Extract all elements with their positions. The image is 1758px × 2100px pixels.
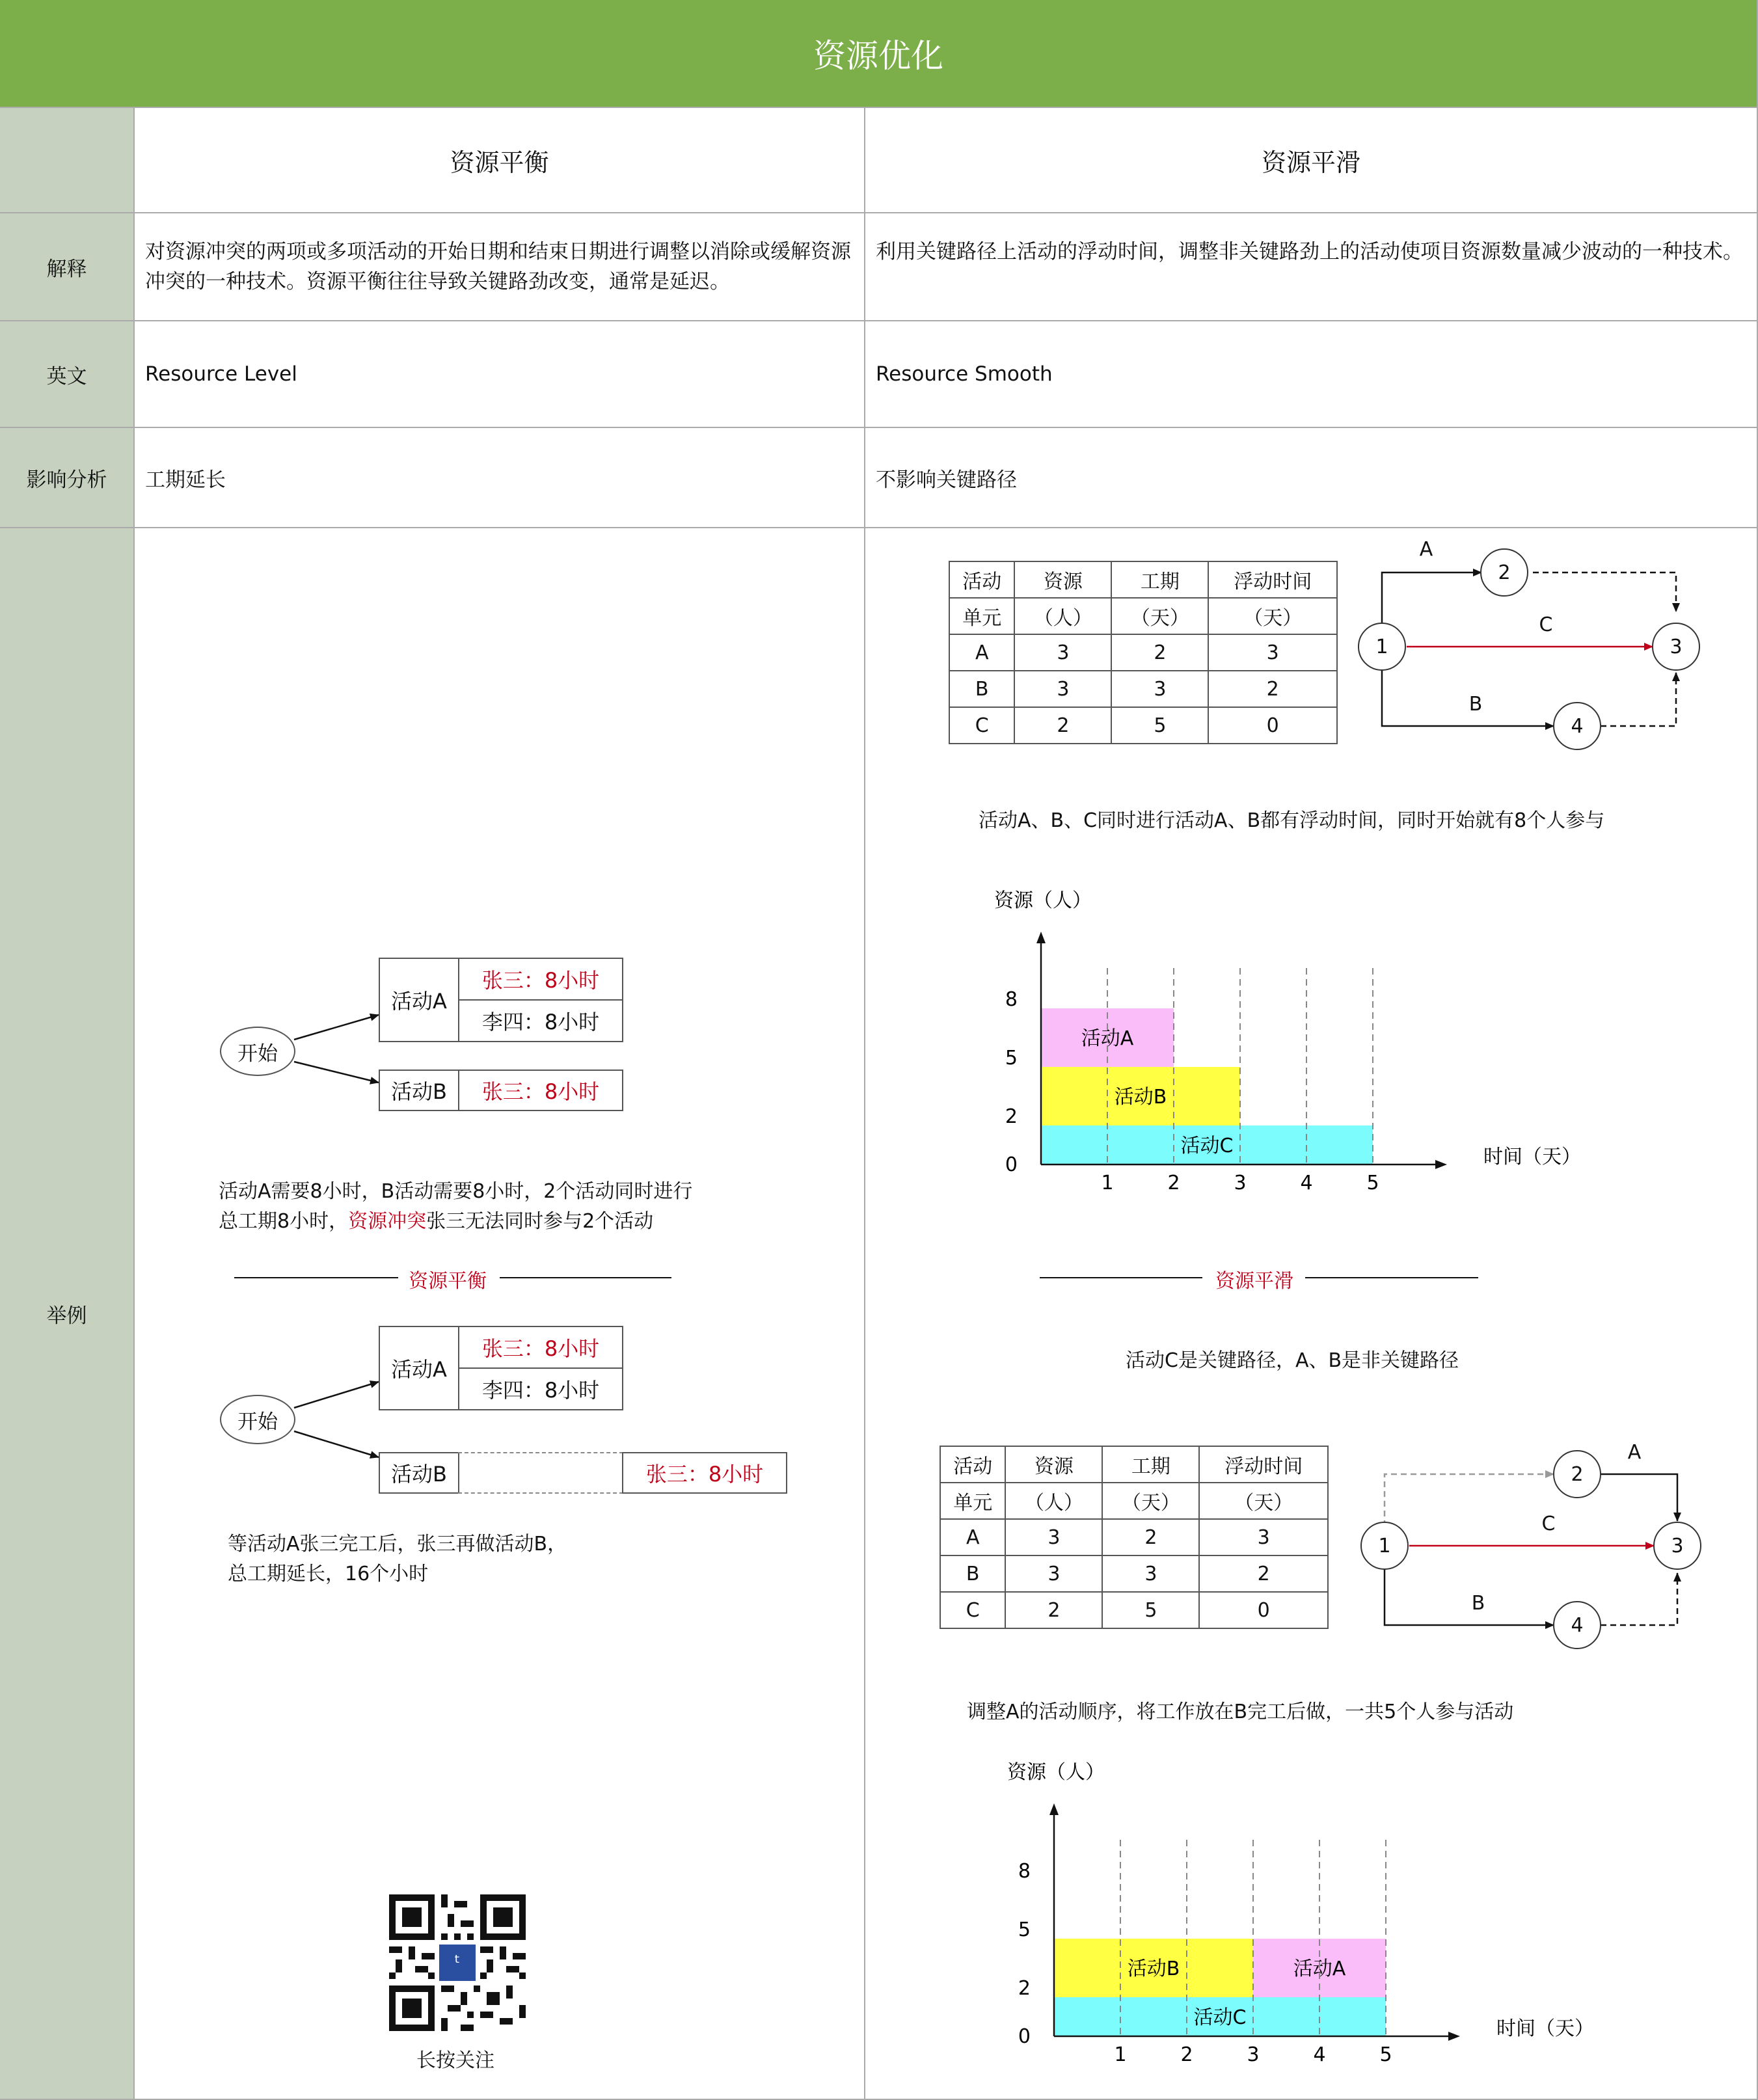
impact-leveling: 工期延长 xyxy=(135,428,865,528)
y-axis-arrow xyxy=(1036,932,1046,943)
edge-c-b: C xyxy=(1541,1513,1556,1535)
table-cell: 3 xyxy=(1111,671,1208,707)
network-diagram-2 xyxy=(1356,1431,1707,1665)
table-row xyxy=(940,1592,1328,1628)
x-axis-label: 时间（天） xyxy=(1483,1146,1581,1168)
edge-b-b: B xyxy=(1471,1592,1485,1615)
explain-smoothing: 利用关键路径上活动的浮动时间，调整非关键路劲上的活动使项目资源数量减少波动的一种技术。 xyxy=(865,213,1758,321)
start-node-2: 开始 xyxy=(220,1395,295,1444)
bar-label: 活动C xyxy=(1180,1135,1234,1157)
table-cell: 活动 xyxy=(940,1446,1005,1483)
row-label-english: 英文 xyxy=(0,321,135,428)
column-header-leveling: 资源平衡 xyxy=(135,108,865,213)
table-cell: 资源 xyxy=(1014,561,1111,598)
table-cell: 单元 xyxy=(949,598,1014,634)
node-1: 1 xyxy=(1375,636,1388,658)
resource-chart-1 xyxy=(976,885,1627,1197)
leveling-divider-label: 资源平衡 xyxy=(409,1270,487,1293)
y-tick-label: 8 xyxy=(1018,1860,1031,1883)
table-cell: 工期 xyxy=(1111,561,1208,598)
x-tick-label: 1 xyxy=(1101,1172,1114,1194)
x-tick-label: 2 xyxy=(1167,1172,1180,1194)
y-axis-label: 资源（人） xyxy=(994,889,1092,912)
table-cell: 浮动时间 xyxy=(1208,561,1337,598)
table-row xyxy=(949,671,1337,707)
x-axis-label: 时间（天） xyxy=(1496,2017,1594,2040)
table-cell: 3 xyxy=(1014,671,1111,707)
y-tick-label: 8 xyxy=(1005,988,1018,1011)
table-row xyxy=(949,707,1337,744)
table-row xyxy=(940,1483,1328,1519)
table-cell: A xyxy=(940,1519,1005,1555)
bar-label: 活动B xyxy=(1127,1958,1180,1980)
leveling-caption-1b-pre: 总工期8小时， xyxy=(219,1210,349,1233)
smoothing-caption-3: 调整A的活动顺序，将工作放在B完工后做，一共5个人参与活动 xyxy=(967,1701,1514,1723)
english-smoothing: Resource Smooth xyxy=(865,321,1758,428)
activity-b-box-2: 活动B xyxy=(379,1452,459,1494)
table-cell: B xyxy=(949,671,1014,707)
table-cell: C xyxy=(949,707,1014,744)
activity-a-box-2: 活动A xyxy=(379,1326,459,1410)
table-cell: （天） xyxy=(1208,598,1337,634)
table-cell: C xyxy=(940,1592,1005,1628)
node-4: 4 xyxy=(1571,715,1584,738)
row-label-explain: 解释 xyxy=(0,213,135,321)
english-leveling: Resource Level xyxy=(135,321,865,428)
impact-smoothing: 不影响关键路径 xyxy=(865,428,1758,528)
zhang-b-1: 张三：8小时 xyxy=(458,1070,623,1111)
edge-b: B xyxy=(1468,693,1483,716)
resource-chart-2 xyxy=(989,1757,1640,2069)
y-axis-arrow xyxy=(1049,1803,1059,1815)
table-row xyxy=(949,598,1337,634)
x-tick-label: 3 xyxy=(1247,2043,1260,2066)
table-cell: B xyxy=(940,1555,1005,1592)
table-cell: 2 xyxy=(1102,1519,1199,1555)
table-cell: 0 xyxy=(1208,707,1337,744)
table-cell: 活动 xyxy=(949,561,1014,598)
table-cell: 3 xyxy=(1014,634,1111,671)
leveling-caption-1a: 活动A需要8小时，B活动需要8小时，2个活动同时进行 xyxy=(219,1180,693,1203)
resource-conflict-text: 资源冲突 xyxy=(348,1210,427,1233)
table-cell: （人） xyxy=(1014,598,1111,634)
node-4b: 4 xyxy=(1571,1614,1584,1637)
leveling-caption-2a: 等活动A张三完工后，张三再做活动B， xyxy=(228,1533,567,1555)
qr-caption: 长按关注 xyxy=(416,2049,494,2072)
page-title: 资源优化 xyxy=(0,0,1758,108)
x-tick-label: 3 xyxy=(1234,1172,1247,1194)
bar-label: 活动A xyxy=(1293,1958,1346,1980)
y-axis-label: 资源（人） xyxy=(1007,1761,1105,1784)
node-2: 2 xyxy=(1498,561,1511,584)
table-cell: 2 xyxy=(1111,634,1208,671)
y-tick-label: 5 xyxy=(1018,1918,1031,1941)
table-cell: 工期 xyxy=(1102,1446,1199,1483)
waiting-slot xyxy=(458,1452,623,1494)
y-tick-label: 2 xyxy=(1005,1105,1018,1128)
y-tick-label: 5 xyxy=(1005,1047,1018,1070)
table-cell: 2 xyxy=(1208,671,1337,707)
table-cell: 5 xyxy=(1111,707,1208,744)
zhang-b-2: 张三：8小时 xyxy=(622,1452,787,1494)
li-a-2: 李四：8小时 xyxy=(458,1367,623,1410)
edge-a-b: A xyxy=(1627,1441,1642,1464)
activity-table-2 xyxy=(940,1446,1329,1629)
network-diagram-1 xyxy=(1353,533,1705,768)
x-tick-label: 2 xyxy=(1180,2043,1193,2066)
bar-label: 活动A xyxy=(1081,1027,1134,1050)
table-cell: 资源 xyxy=(1005,1446,1102,1483)
table-cell: 浮动时间 xyxy=(1199,1446,1328,1483)
x-tick-label: 5 xyxy=(1379,2043,1392,2066)
activity-table-1 xyxy=(949,561,1338,744)
table-row xyxy=(940,1519,1328,1555)
zhang-a-2: 张三：8小时 xyxy=(458,1326,623,1369)
table-cell: 3 xyxy=(1005,1519,1102,1555)
node-3: 3 xyxy=(1670,636,1683,658)
table-cell: （天） xyxy=(1111,598,1208,634)
table-cell: 2 xyxy=(1005,1592,1102,1628)
row-label-impact: 影响分析 xyxy=(0,428,135,528)
leveling-caption-1b xyxy=(219,1205,653,1233)
table-cell: 单元 xyxy=(940,1483,1005,1519)
edge-c: C xyxy=(1539,613,1553,636)
table-cell: （人） xyxy=(1005,1483,1102,1519)
smoothing-caption-1: 活动A、B、C同时进行活动A、B都有浮动时间，同时开始就有8个人参与 xyxy=(979,809,1605,832)
x-axis-arrow xyxy=(1435,1160,1447,1169)
bar-label: 活动C xyxy=(1193,2006,1247,2029)
table-cell: 0 xyxy=(1199,1592,1328,1628)
y-tick-label: 2 xyxy=(1018,1977,1031,2000)
smoothing-divider-label: 资源平滑 xyxy=(1215,1270,1293,1293)
table-row xyxy=(949,561,1337,598)
x-tick-label: 1 xyxy=(1114,2043,1127,2066)
table-cell: （天） xyxy=(1102,1483,1199,1519)
table-row xyxy=(940,1446,1328,1483)
row-label-example: 举例 xyxy=(0,528,135,2100)
column-header-smoothing: 资源平滑 xyxy=(865,108,1758,213)
zhang-a-1: 张三：8小时 xyxy=(458,958,623,1001)
table-cell: 5 xyxy=(1102,1592,1199,1628)
x-axis-arrow xyxy=(1448,2032,1460,2041)
qr-code[interactable] xyxy=(389,1894,526,2031)
table-cell: 2 xyxy=(1199,1555,1328,1592)
table-cell: A xyxy=(949,634,1014,671)
x-tick-label: 5 xyxy=(1366,1172,1379,1194)
table-cell: 2 xyxy=(1014,707,1111,744)
table-cell: 3 xyxy=(1199,1519,1328,1555)
y-tick-label: 0 xyxy=(1005,1153,1018,1176)
node-2b: 2 xyxy=(1571,1463,1584,1486)
bar-label: 活动B xyxy=(1114,1086,1167,1109)
table-cell: 3 xyxy=(1005,1555,1102,1592)
table-cell: 3 xyxy=(1208,634,1337,671)
node-3b: 3 xyxy=(1671,1535,1684,1557)
table-cell: 3 xyxy=(1102,1555,1199,1592)
svg-text:ᵗ: ᵗ xyxy=(454,1952,461,1974)
leveling-caption-2b: 总工期延长，16个小时 xyxy=(228,1563,429,1585)
leveling-caption-1b-post: 张三无法同时参与2个活动 xyxy=(426,1210,654,1233)
table-row xyxy=(949,634,1337,671)
table-cell: （天） xyxy=(1199,1483,1328,1519)
start-node-1: 开始 xyxy=(220,1027,295,1076)
x-tick-label: 4 xyxy=(1313,2043,1326,2066)
smoothing-caption-2: 活动C是关键路径，A、B是非关键路径 xyxy=(1126,1349,1459,1372)
node-1b: 1 xyxy=(1378,1535,1391,1557)
y-tick-label: 0 xyxy=(1018,2025,1031,2048)
explain-leveling: 对资源冲突的两项或多项活动的开始日期和结束日期进行调整以消除或缓解资源冲突的一种技术。资源平衡往往导致关键路劲改变，通常是延迟。 xyxy=(135,213,865,321)
table-row xyxy=(940,1555,1328,1592)
x-tick-label: 4 xyxy=(1300,1172,1313,1194)
activity-a-box-1: 活动A xyxy=(379,958,459,1042)
edge-a: A xyxy=(1419,538,1433,561)
activity-b-box-1: 活动B xyxy=(379,1070,459,1111)
li-a-1: 李四：8小时 xyxy=(458,999,623,1042)
